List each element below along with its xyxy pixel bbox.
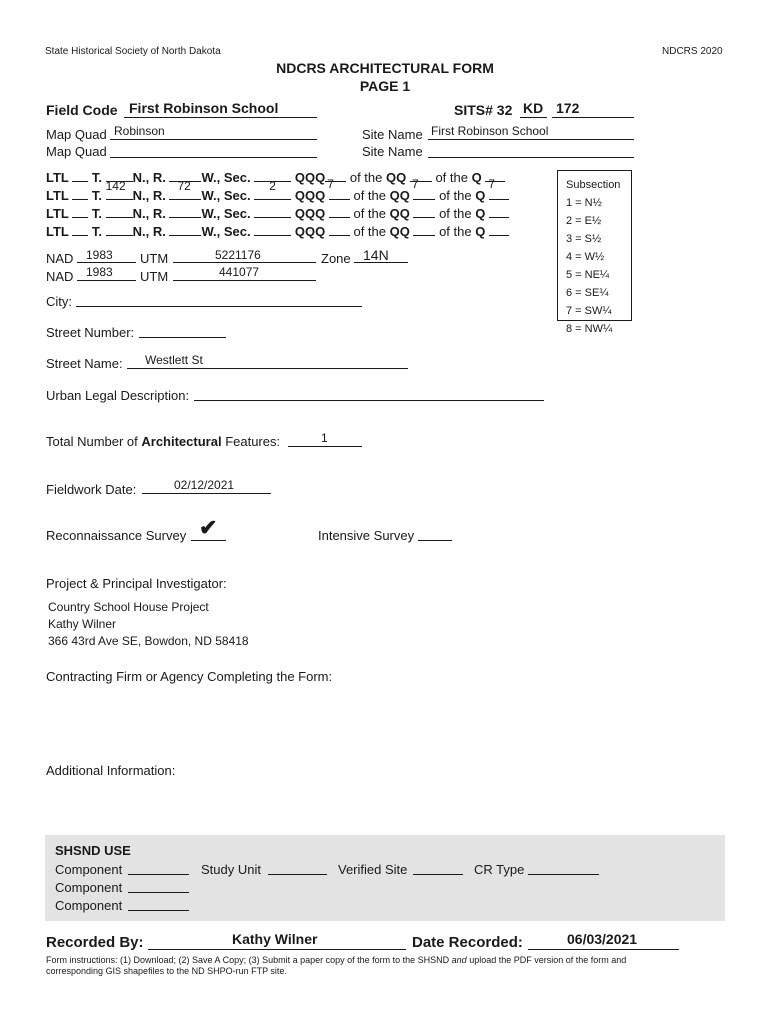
- recon-survey-label: Reconnaissance Survey: [46, 528, 187, 543]
- city-label: City:: [46, 294, 72, 309]
- cr-type-field[interactable]: [528, 861, 599, 875]
- ltl-sec-value: 2: [269, 179, 276, 193]
- subsection-item: 3 = S½: [566, 233, 602, 245]
- site-name-label: Site Name: [362, 127, 423, 142]
- form-title: NDCRS ARCHITECTURAL FORM: [276, 60, 494, 76]
- field-code-label: Field Code: [46, 102, 118, 118]
- ltl-row-4: LTL T. N., R. W., Sec. QQQ of the QQ of the Q: [46, 224, 509, 239]
- subsection-item: 7 = SW¼: [566, 305, 612, 317]
- component-label-3: Component: [55, 898, 123, 913]
- zone-label: Zone: [321, 251, 351, 266]
- ltl-row-2: LTL T. N., R. W., Sec. QQQ of the QQ of the Q: [46, 188, 509, 203]
- shsnd-use-title: SHSND USE: [55, 843, 131, 858]
- additional-info-label: Additional Information:: [46, 763, 176, 778]
- ltl-t-value: 142: [105, 179, 126, 193]
- component-field-1[interactable]: [128, 861, 189, 875]
- intensive-survey-field[interactable]: [418, 527, 452, 541]
- urban-legal-label: Urban Legal Description:: [46, 388, 190, 403]
- intensive-survey-label: Intensive Survey: [318, 528, 415, 543]
- verified-site-field[interactable]: [413, 861, 463, 875]
- ltl-row-1: LTL T. 142 N., R. 72 W., Sec. 2 QQQ 7 of the QQ 7 of the Q 7: [46, 170, 505, 185]
- total-features-value: 1: [321, 431, 328, 445]
- street-number-label: Street Number:: [46, 325, 135, 340]
- city-field[interactable]: [76, 293, 362, 307]
- subsection-item: 8 = NW¼: [566, 323, 613, 335]
- map-quad-field-2[interactable]: [110, 144, 317, 158]
- page-number: PAGE 1: [359, 78, 411, 94]
- subsection-legend: [557, 170, 632, 335]
- site-name-value: First Robinson School: [431, 124, 549, 138]
- site-name-label-2: Site Name: [362, 144, 423, 159]
- sits-prefix-value: KD: [523, 100, 544, 116]
- ltl-qq-value: 7: [411, 177, 419, 191]
- project-line: Country School House Project: [48, 600, 209, 614]
- utm-label-2: UTM: [140, 269, 169, 284]
- project-line: 366 43rd Ave SE, Bowdon, ND 58418: [48, 634, 249, 648]
- component-field-2[interactable]: [128, 879, 189, 893]
- verified-site-label: Verified Site: [338, 862, 408, 877]
- map-quad-label: Map Quad: [46, 127, 107, 142]
- subsection-item: 5 = NE¼: [566, 269, 610, 281]
- project-label: Project & Principal Investigator:: [46, 576, 227, 591]
- component-label-2: Component: [55, 880, 123, 895]
- street-name-value: Westlett St: [145, 353, 203, 367]
- subsection-item: 6 = SE¼: [566, 287, 609, 299]
- street-name-label: Street Name:: [46, 356, 123, 371]
- nad-value-2: 1983: [86, 265, 113, 279]
- study-unit-field[interactable]: [268, 861, 327, 875]
- utm-value-1: 5221176: [215, 248, 261, 262]
- nad-value-1: 1983: [86, 248, 113, 262]
- subsection-item: 2 = E½: [566, 215, 602, 227]
- form-instructions-line-2: corresponding GIS shapefiles to the ND SHPO-run FTP site.: [46, 966, 287, 976]
- utm-label-1: UTM: [140, 251, 169, 266]
- fieldwork-date-label: Fieldwork Date:: [46, 482, 137, 497]
- urban-legal-field[interactable]: [194, 387, 544, 401]
- study-unit-label: Study Unit: [201, 862, 261, 877]
- form-instructions-line-1: Form instructions: (1) Download; (2) Save A Copy; (3) Submit a paper copy of the form to the SHSND and upload the PDF version of the form and: [46, 955, 627, 965]
- recorded-by-label: Recorded By:: [46, 934, 144, 951]
- header-form-code: NDCRS 2020: [662, 46, 723, 57]
- site-name-field-2[interactable]: [428, 144, 634, 158]
- date-recorded-value: 06/03/2021: [567, 931, 638, 947]
- project-line: Kathy Wilner: [48, 617, 117, 631]
- nad-label-2: NAD: [46, 269, 74, 284]
- map-quad-label-2: Map Quad: [46, 144, 107, 159]
- contracting-label: Contracting Firm or Agency Completing the Form:: [46, 669, 333, 684]
- date-recorded-label: Date Recorded:: [412, 934, 523, 951]
- cr-type-label: CR Type: [474, 862, 525, 877]
- zone-value: 14N: [363, 247, 389, 263]
- subsection-item: 4 = W½: [566, 251, 605, 263]
- fieldwork-date-value: 02/12/2021: [174, 478, 235, 492]
- component-field-3[interactable]: [128, 897, 189, 911]
- sits-number-value: 172: [556, 100, 580, 116]
- total-features-label: Total Number of Architectural Features:: [46, 434, 281, 449]
- subsection-title: Subsection: [566, 179, 621, 191]
- field-code-value: First Robinson School: [129, 100, 279, 116]
- component-label-1: Component: [55, 862, 123, 877]
- utm-value-2: 441077: [219, 265, 260, 279]
- sits-label: SITS# 32: [454, 102, 513, 118]
- ltl-r-value: 72: [177, 179, 191, 193]
- nad-label-1: NAD: [46, 251, 74, 266]
- map-quad-value: Robinson: [114, 124, 165, 138]
- header-organization: State Historical Society of North Dakota: [45, 46, 221, 57]
- ltl-row-3: LTL T. N., R. W., Sec. QQQ of the QQ of the Q: [46, 206, 509, 221]
- ltl-qqq-value: 7: [327, 177, 334, 191]
- ltl-q-value: 7: [488, 177, 496, 191]
- recorded-by-value: Kathy Wilner: [232, 931, 318, 947]
- subsection-item: 1 = N½: [566, 197, 602, 209]
- check-icon: ✔: [199, 515, 218, 540]
- street-number-field[interactable]: [139, 324, 226, 338]
